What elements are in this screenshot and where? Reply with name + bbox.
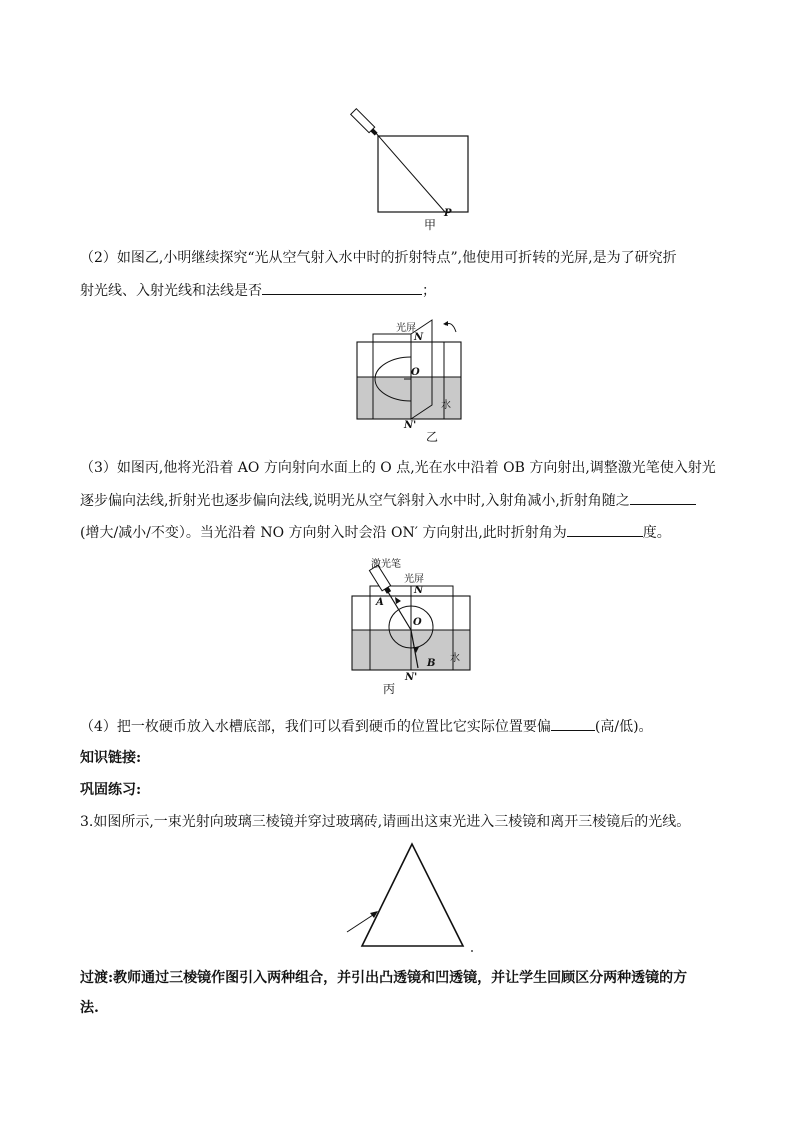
question-3-suffix: 度。 xyxy=(642,525,671,541)
laser-pen-label: 激光笔 xyxy=(371,559,401,570)
practice-heading: 巩固练习: xyxy=(80,782,142,798)
question-4-text: （4）把一枚硬币放入水槽底部，我们可以看到硬币的位置比它实际位置要偏 xyxy=(80,719,551,735)
transition-line1: 过渡:教师通过三棱镜作图引入两种组合，并引出凸透镜和凹透镜，并让学生回顾区分两种透镜的方 xyxy=(80,970,688,986)
screen-label-bing: 光屏 xyxy=(404,574,424,585)
water-label-bing: 水 xyxy=(450,653,460,664)
n-label-bing: N xyxy=(414,585,424,596)
n-label-yi: N xyxy=(414,332,424,343)
figure-bing-caption: 丙 xyxy=(383,682,396,696)
question-4-suffix: (高/低)。 xyxy=(594,719,653,735)
water-label-yi: 水 xyxy=(441,400,451,411)
a-label-bing: A xyxy=(376,597,384,608)
figure-jia-caption: 甲 xyxy=(424,218,437,232)
figure-yi-caption: 乙 xyxy=(426,430,439,444)
knowledge-link-heading: 知识链接: xyxy=(80,750,142,766)
question-2-suffix: ； xyxy=(422,283,436,299)
question-3-line1: （3）如图丙,他将光沿着 AO 方向射向水面上的 O 点,光在水中沿着 OB 方向射出,调整激光笔使入射光 xyxy=(80,460,716,476)
question-2-line1: （2）如图乙,小明继续探究“光从空气射入水中时的折射特点”,他使用可折转的光屏,是为了研究折 xyxy=(80,250,677,266)
transition-line2: 法. xyxy=(80,1000,99,1016)
point-p-label: P xyxy=(444,208,452,219)
question-2-line2-text: 射光线、入射光线和法线是否 xyxy=(80,283,262,299)
screen-label-yi: 光屏 xyxy=(396,323,416,334)
b-label-bing: B xyxy=(427,658,436,669)
question-3-line2-text: 逐步偏向法线,折射光也逐步偏向法线,说明光从空气斜射入水中时,入射角减小,折射角随之 xyxy=(80,493,630,509)
o-label-yi: O xyxy=(411,367,420,378)
question-3-line3-text: (增大/减小/不变）。当光沿着 NO 方向射入时会沿 ON′ 方向射出,此时折射角为 xyxy=(80,525,567,541)
exercise-3-text: 3.如图所示,一束光射向玻璃三棱镜并穿过玻璃砖,请画出这束光进入三棱镜和离开三棱镜后的光线。 xyxy=(80,814,691,830)
n2-label-bing: N' xyxy=(405,672,418,683)
n2-label-yi: N' xyxy=(404,420,417,431)
o-label-bing: O xyxy=(413,617,422,628)
